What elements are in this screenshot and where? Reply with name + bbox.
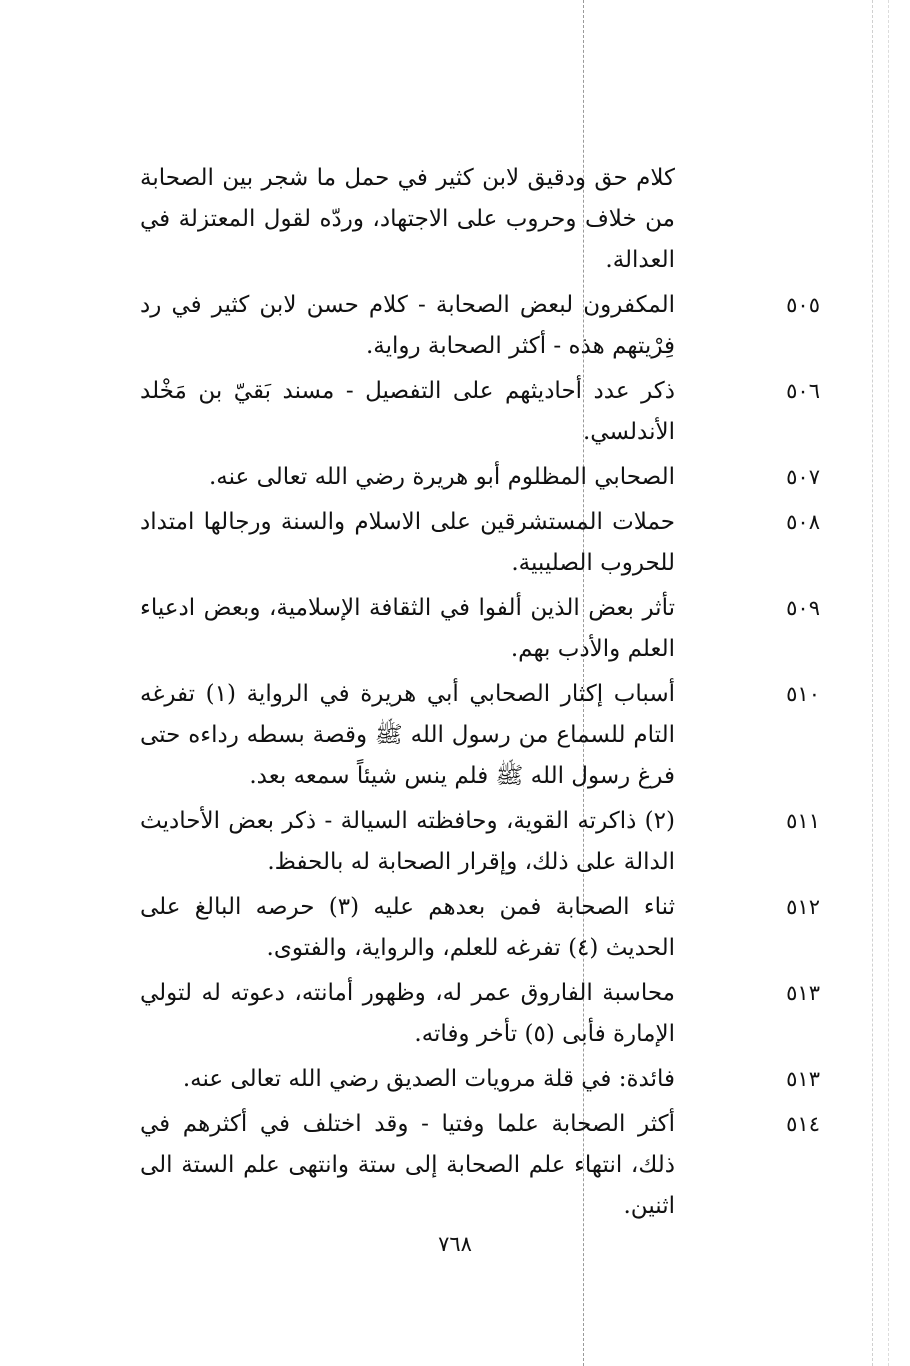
toc-entry xyxy=(140,158,820,281)
toc-entry-text: المكفرون لبعض الصحابة - كلام حسن لابن كثير في رد فِرْيتهم هذه - أكثر الصحابة رواية. xyxy=(140,292,675,359)
toc-entry xyxy=(140,801,820,883)
toc-entry-text: الصحابي المظلوم أبو هريرة رضي الله تعالى عنه. xyxy=(208,464,675,490)
toc-entry-text: ذكر عدد أحاديثهم على التفصيل - مسند بَقيّ بن مَخْلد الأندلسي. xyxy=(140,378,675,445)
toc-entry-page: ٥٠٧ xyxy=(786,465,820,489)
toc-entry-text: أكثر الصحابة علما وفتيا - وقد اختلف في أكثرهم في ذلك، انتهاء علم الصحابة إلى ستة وانتهى علم الستة الى اثنين. xyxy=(140,1111,675,1219)
toc-entry-page: ٥١٤ xyxy=(786,1112,820,1136)
toc-entry-text: محاسبة الفاروق عمر له، وظهور أمانته، دعوته له لتولي الإمارة فأبى (٥) تأخر وفاته. xyxy=(140,980,675,1047)
toc-entry xyxy=(140,285,820,367)
toc-entry-page: ٥١٣ xyxy=(786,981,820,1005)
toc-entry-page: ٥٠٩ xyxy=(786,596,820,620)
toc-entry-text: تأثر بعض الذين ألفوا في الثقافة الإسلامية، وبعض ادعياء العلم والأدب بهم. xyxy=(140,595,675,662)
toc-entry xyxy=(140,1059,820,1100)
toc-entry-text: كلام حق ودقيق لابن كثير في حمل ما شجر بين الصحابة من خلاف وحروب على الاجتهاد، وردّه لقول المعتزلة في العدالة. xyxy=(140,165,675,273)
toc-entry-page: ٥١١ xyxy=(786,809,820,833)
toc-entry-text: أسباب إكثار الصحابي أبي هريرة في الرواية (١) تفرغه التام للسماع من رسول الله ﷺ وقصة بسطه رداءه حتى فرغ رسول الله ﷺ فلم ينس شيئاً سمعه بعد. xyxy=(140,681,675,789)
toc-entry xyxy=(140,887,820,969)
toc-entry xyxy=(140,973,820,1055)
toc-entry-text: فائدة: في قلة مرويات الصديق رضي الله تعالى عنه. xyxy=(182,1066,675,1092)
scan-edge-line xyxy=(872,0,873,1366)
toc-entry-page: ٥١٠ xyxy=(786,682,820,706)
table-of-contents xyxy=(140,158,820,1231)
toc-entry-page: ٥١٢ xyxy=(786,895,820,919)
toc-entry-page: ٥٠٨ xyxy=(786,510,820,534)
page-number: ٧٦٨ xyxy=(438,1232,472,1256)
toc-entry xyxy=(140,371,820,453)
toc-entry-page: ٥١٣ xyxy=(786,1067,820,1091)
toc-entry-text: ثناء الصحابة فمن بعدهم عليه (٣) حرصه البالغ على الحديث (٤) تفرغه للعلم، والرواية، والفتوى. xyxy=(140,894,675,961)
toc-entry xyxy=(140,674,820,797)
toc-entry-page: ٥٠٥ xyxy=(786,293,820,317)
toc-entry-text: حملات المستشرقين على الاسلام والسنة ورجالها امتداد للحروب الصليبية. xyxy=(140,509,675,576)
toc-entry xyxy=(140,1104,820,1227)
toc-entry-text: (٢) ذاكرته القوية، وحافظته السيالة - ذكر بعض الأحاديث الدالة على ذلك، وإقرار الصحابة له بالحفظ. xyxy=(140,808,675,875)
toc-entry-page: ٥٠٦ xyxy=(786,379,820,403)
scan-edge-line xyxy=(888,0,889,1366)
toc-entry xyxy=(140,457,820,498)
toc-entry xyxy=(140,502,820,584)
toc-entry xyxy=(140,588,820,670)
